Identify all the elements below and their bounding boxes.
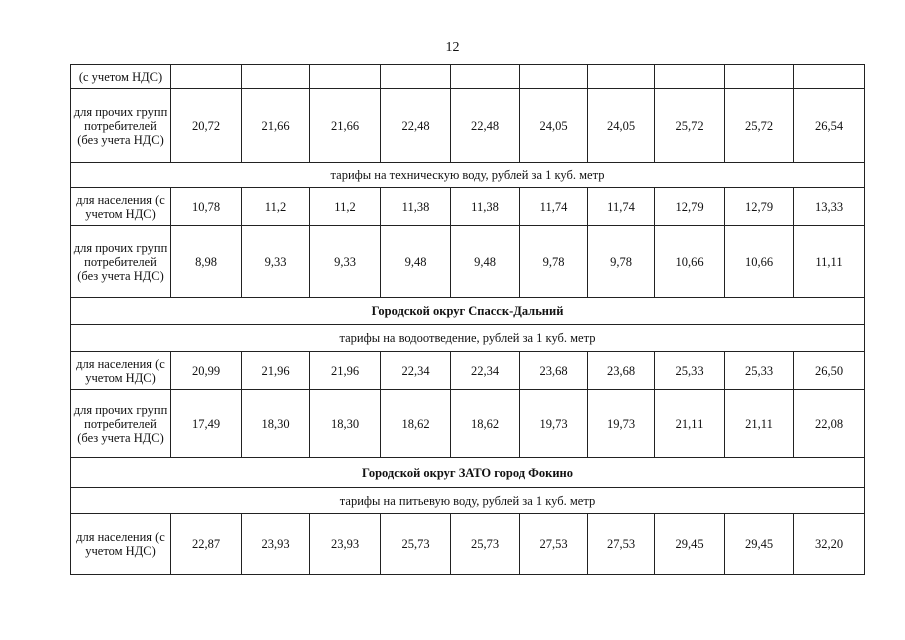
row-label: (с учетом НДС)	[71, 65, 171, 89]
tariff-value-cell: 25,72	[655, 89, 725, 163]
tariff-value-cell: 10,78	[171, 188, 242, 226]
section-heading-row	[71, 325, 865, 352]
tariff-value-cell	[520, 65, 588, 89]
tariff-value-cell: 11,74	[588, 188, 655, 226]
table-row	[71, 89, 865, 163]
tariff-value-cell: 25,72	[725, 89, 794, 163]
tariff-value-cell: 20,72	[171, 89, 242, 163]
row-label: для населения (с учетом НДС)	[71, 514, 171, 575]
row-label: для прочих групп потребителей (без учета НДС)	[71, 89, 171, 163]
tariff-value-cell: 11,38	[381, 188, 451, 226]
page-number: 12	[445, 40, 460, 55]
tariff-value-cell	[725, 65, 794, 89]
org-heading-row	[71, 458, 865, 488]
tariff-value-cell: 22,34	[451, 352, 520, 390]
tariff-value-cell: 18,62	[451, 390, 520, 458]
municipality-heading: Городской округ ЗАТО город Фокино	[71, 458, 865, 488]
tariff-value-cell: 23,93	[242, 514, 310, 575]
table-row	[71, 514, 865, 575]
tariff-value-cell: 13,33	[794, 188, 865, 226]
tariff-value-cell: 22,48	[381, 89, 451, 163]
tariff-value-cell: 21,66	[310, 89, 381, 163]
tariff-value-cell: 26,54	[794, 89, 865, 163]
tariff-value-cell: 9,48	[451, 226, 520, 298]
tariff-value-cell: 21,66	[242, 89, 310, 163]
tariff-value-cell	[171, 65, 242, 89]
tariff-value-cell: 29,45	[725, 514, 794, 575]
tariff-value-cell: 11,2	[310, 188, 381, 226]
table-row	[71, 226, 865, 298]
row-label: для прочих групп потребителей (без учета НДС)	[71, 226, 171, 298]
section-heading-row	[71, 488, 865, 514]
tariff-value-cell: 9,33	[242, 226, 310, 298]
tariff-value-cell: 11,2	[242, 188, 310, 226]
tariff-value-cell: 26,50	[794, 352, 865, 390]
tariff-value-cell: 11,11	[794, 226, 865, 298]
tariff-section-heading: тарифы на техническую воду, рублей за 1 куб. метр	[71, 163, 865, 188]
tariff-value-cell: 22,48	[451, 89, 520, 163]
tariff-value-cell: 18,62	[381, 390, 451, 458]
tariff-value-cell: 9,78	[588, 226, 655, 298]
tariff-value-cell: 22,34	[381, 352, 451, 390]
tariff-value-cell: 9,78	[520, 226, 588, 298]
tariff-value-cell: 21,11	[725, 390, 794, 458]
tariff-value-cell: 9,33	[310, 226, 381, 298]
tariff-value-cell: 22,87	[171, 514, 242, 575]
tariff-value-cell: 18,30	[310, 390, 381, 458]
tariff-value-cell: 29,45	[655, 514, 725, 575]
tariff-value-cell	[794, 65, 865, 89]
tariff-value-cell: 27,53	[520, 514, 588, 575]
tariff-value-cell	[242, 65, 310, 89]
tariff-value-cell: 27,53	[588, 514, 655, 575]
table-row	[71, 390, 865, 458]
tariff-value-cell: 19,73	[588, 390, 655, 458]
tariff-value-cell: 24,05	[588, 89, 655, 163]
tariff-value-cell	[588, 65, 655, 89]
tariff-value-cell	[451, 65, 520, 89]
org-heading-row	[71, 298, 865, 325]
tariff-table	[70, 64, 865, 575]
row-label: для населения (с учетом НДС)	[71, 188, 171, 226]
tariff-value-cell: 19,73	[520, 390, 588, 458]
tariff-value-cell: 21,96	[310, 352, 381, 390]
tariff-value-cell	[381, 65, 451, 89]
tariff-value-cell: 20,99	[171, 352, 242, 390]
tariff-section-heading: тарифы на водоотведение, рублей за 1 куб. метр	[71, 325, 865, 352]
tariff-value-cell: 12,79	[725, 188, 794, 226]
table-row	[71, 188, 865, 226]
tariff-value-cell: 17,49	[171, 390, 242, 458]
tariff-value-cell	[310, 65, 381, 89]
tariff-value-cell: 10,66	[725, 226, 794, 298]
table-row	[71, 352, 865, 390]
tariff-value-cell: 25,73	[381, 514, 451, 575]
row-label: для прочих групп потребителей (без учета НДС)	[71, 390, 171, 458]
tariff-value-cell: 25,33	[725, 352, 794, 390]
tariff-value-cell: 21,11	[655, 390, 725, 458]
tariff-value-cell: 21,96	[242, 352, 310, 390]
tariff-value-cell: 22,08	[794, 390, 865, 458]
tariff-value-cell: 12,79	[655, 188, 725, 226]
municipality-heading: Городской округ Спасск-Дальний	[71, 298, 865, 325]
tariff-value-cell: 11,74	[520, 188, 588, 226]
tariff-value-cell: 25,33	[655, 352, 725, 390]
section-heading-row	[71, 163, 865, 188]
tariff-value-cell: 9,48	[381, 226, 451, 298]
tariff-value-cell: 8,98	[171, 226, 242, 298]
tariff-value-cell: 18,30	[242, 390, 310, 458]
tariff-value-cell: 32,20	[794, 514, 865, 575]
tariff-value-cell	[655, 65, 725, 89]
table-row	[71, 65, 865, 89]
tariff-value-cell: 11,38	[451, 188, 520, 226]
tariff-value-cell: 25,73	[451, 514, 520, 575]
tariff-value-cell: 24,05	[520, 89, 588, 163]
tariff-section-heading: тарифы на питьевую воду, рублей за 1 куб. метр	[71, 488, 865, 514]
tariff-value-cell: 23,68	[588, 352, 655, 390]
tariff-value-cell: 23,68	[520, 352, 588, 390]
tariff-value-cell: 10,66	[655, 226, 725, 298]
tariff-value-cell: 23,93	[310, 514, 381, 575]
row-label: для населения (с учетом НДС)	[71, 352, 171, 390]
